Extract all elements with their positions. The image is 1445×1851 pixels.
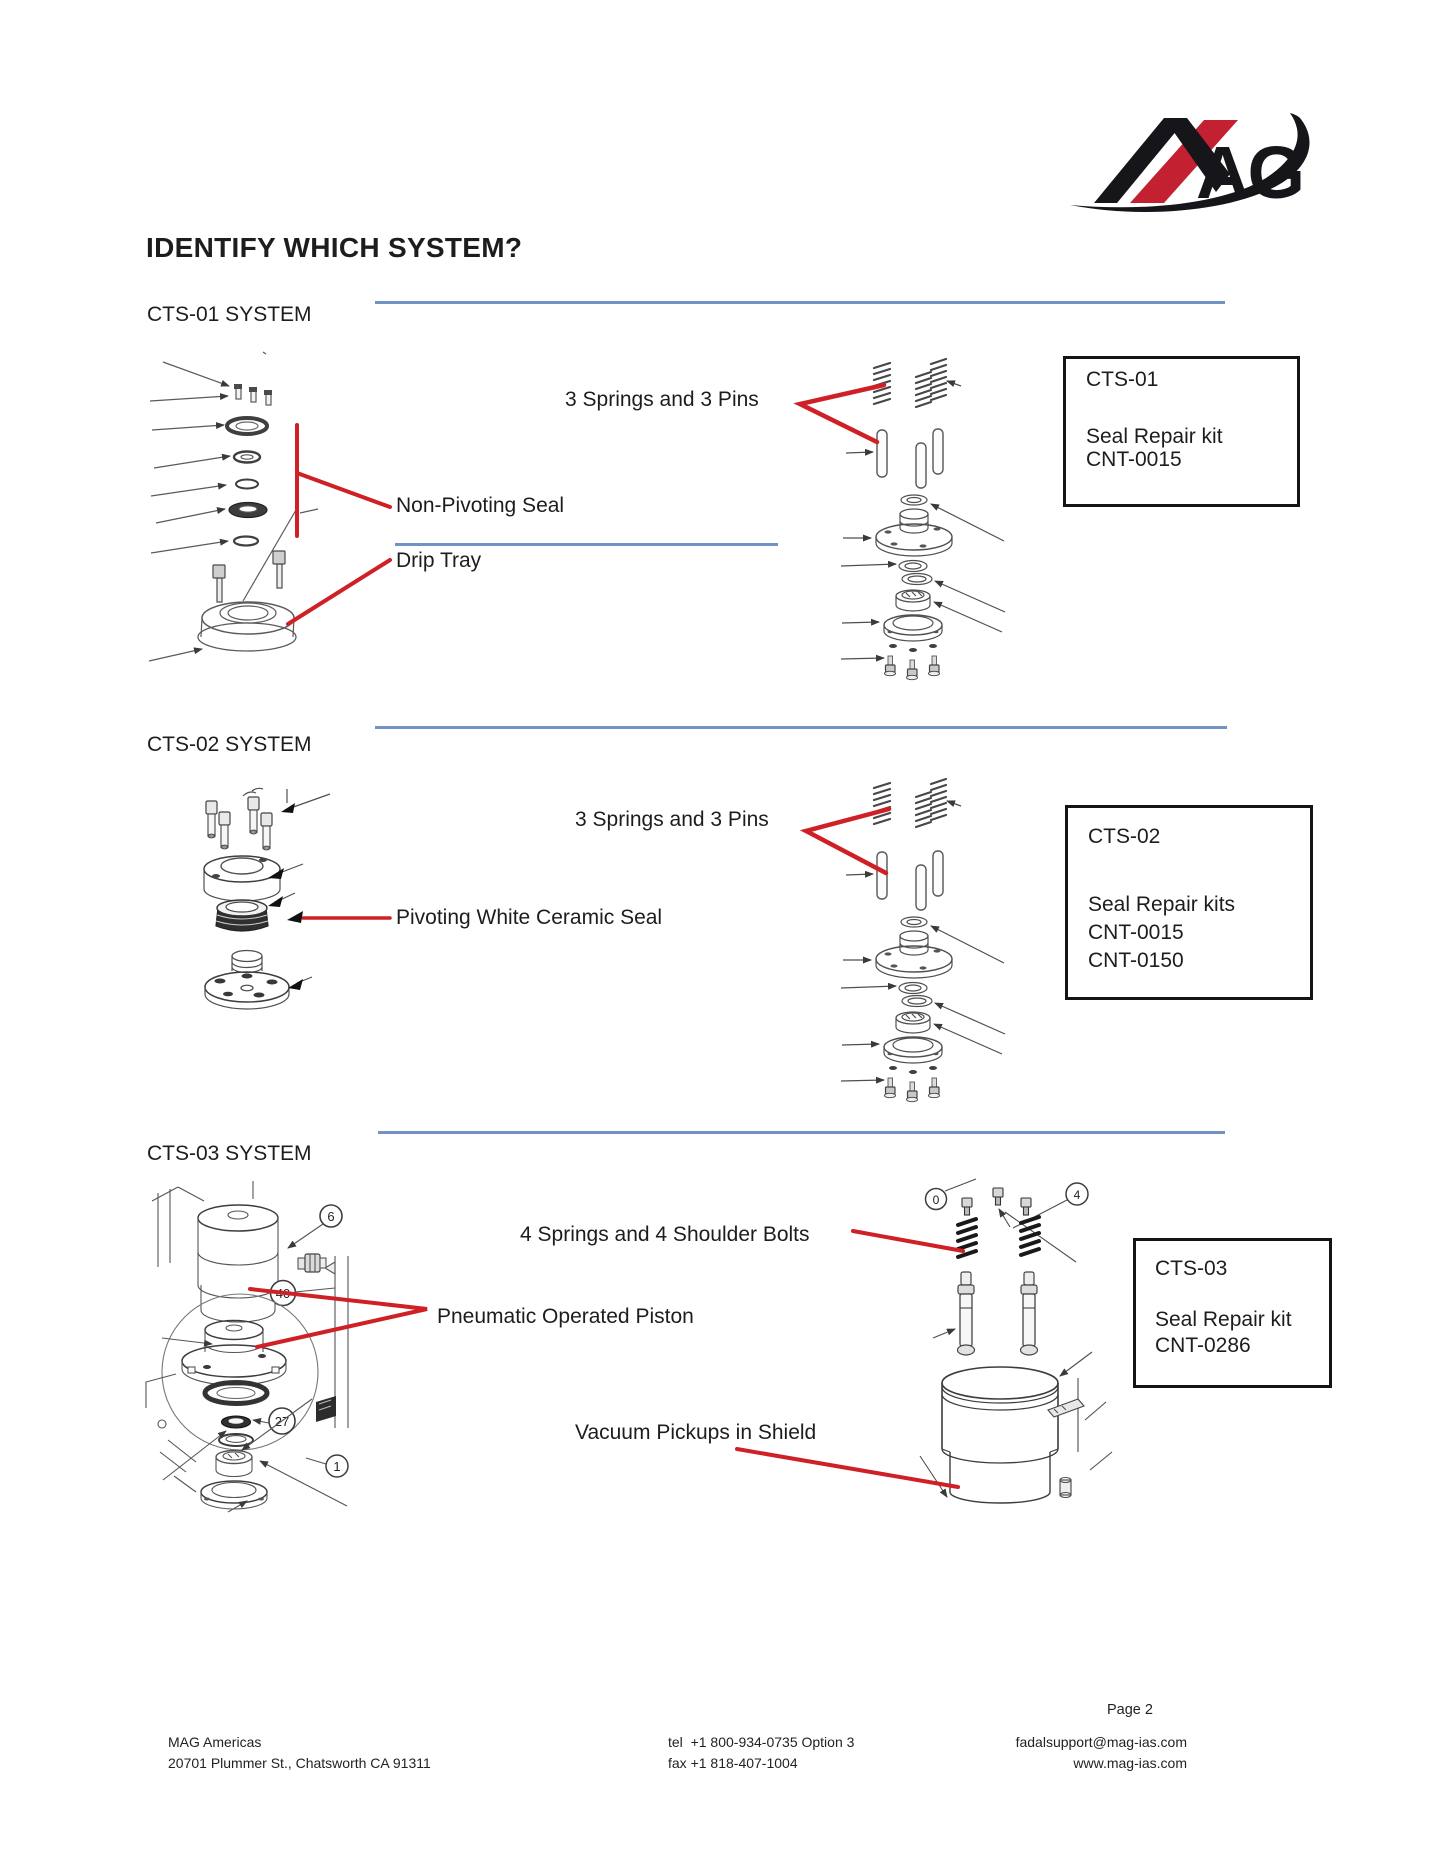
cts01-box-line: Seal Repair kit [1086,425,1223,448]
cts01-ring-4 [234,537,258,546]
cts01-drip-tray [198,602,296,651]
cts01-drip-tray-label: Drip Tray [396,549,482,572]
cts02-flange [205,951,289,1010]
cts03-exploded-view [146,1181,348,1512]
cts03-box-line: Seal Repair kit [1155,1308,1292,1331]
cts03-springs [958,1217,1039,1257]
cts01-flange [876,509,952,556]
balloon-1-partial [326,1455,348,1477]
svg-text:1: 1 [333,1459,341,1474]
cts01-cup-seal [896,590,930,611]
cts02-seal-label: Pivoting White Ceramic Seal [396,906,663,929]
cts02-bolts [206,797,272,850]
cts03-springs-label: 4 Springs and 4 Shoulder Bolts [520,1223,810,1246]
cts02-exploded-view [204,788,330,1009]
cts03-piston-label: Pneumatic Operated Piston [437,1305,694,1328]
cts01-springs-label: 3 Springs and 3 Pins [565,388,759,411]
cts01-seal-pointer [297,473,390,507]
cts02-screws-right [885,1066,940,1102]
cts01-box-title: CTS-01 [1086,368,1159,391]
balloon-0-partial [926,1189,947,1210]
footer-fax: fax +1 818-407-1004 [668,1755,798,1771]
balloon-6 [320,1205,342,1227]
cts01-tray-pointer [288,560,390,624]
cts02-flanged-ring-right [884,1037,942,1063]
cts01-small-bolts [234,384,272,405]
cts01-standing-bolts [213,551,285,602]
cts02-spring-assembly-view [841,779,1005,1102]
cts03-flanged-ring [201,1481,267,1509]
cts02-springs [874,779,946,827]
svg-text:27: 27 [274,1414,290,1429]
cts01-spring-assembly-view [841,359,1005,680]
cts02-flange-right [876,931,952,978]
cts02-seal-pointer-arrowhead [287,911,303,923]
cts03-seal-ring-1 [205,1383,267,1404]
cts01-flanged-ring [884,615,942,641]
cts03-air-fitting [298,1254,326,1272]
page-number: Page 2 [1107,1702,1153,1718]
cts02-ceramic-seal [216,900,268,931]
cts01-exploded-view [149,352,318,661]
cts01-springs-chevron [800,385,884,442]
cts03-vacuum-label: Vacuum Pickups in Shield [575,1421,817,1444]
cts01-seal-label: Non-Pivoting Seal [396,494,565,517]
cts02-cup-seal-right [896,1012,930,1033]
footer-address: 20701 Plummer St., Chatsworth CA 91311 [168,1755,431,1771]
cts02-springs-label: 3 Springs and 3 Pins [575,808,769,831]
cts03-set-screws [962,1188,1031,1215]
cts02-heading: CTS-02 SYSTEM [147,733,312,756]
cts03-shoulder-bolts [958,1272,1038,1355]
balloon-4-partial [1066,1183,1088,1205]
cts01-box-line: CNT-0015 [1086,448,1182,471]
svg-text:0: 0 [932,1193,940,1207]
hatched-block [316,1396,336,1422]
cts03-piston [182,1321,286,1385]
cts01-ring-1 [227,418,267,434]
cts03-box-line: CNT-0286 [1155,1334,1251,1357]
page-title: IDENTIFY WHICH SYSTEM? [146,232,523,263]
cts03-spring-assembly-view [920,1179,1112,1503]
cts02-box-title: CTS-02 [1088,825,1161,848]
cts02-box-line: CNT-0015 [1088,921,1184,944]
cts03-bracket [1048,1399,1084,1417]
red-annotation-arrows [250,385,963,1487]
cts02-pins [877,851,943,910]
cts02-collar [204,856,280,901]
cts01-ring-2 [234,452,260,463]
cts03-vacuum-pointer [737,1449,958,1487]
cts03-cup [216,1451,252,1477]
cts02-box-line: CNT-0150 [1088,949,1184,972]
cts01-pins [877,429,943,488]
footer-website: www.mag-ias.com [1073,1755,1187,1771]
cts03-box-title: CTS-03 [1155,1257,1228,1280]
cts01-heading: CTS-01 SYSTEM [147,303,312,326]
footer-tel: tel +1 800-934-0735 Option 3 [668,1734,855,1750]
cts01-screws [885,644,940,680]
svg-text:40: 40 [275,1286,291,1301]
cts03-heading: CTS-03 SYSTEM [147,1142,312,1165]
logo-ag-text: AG [1196,131,1303,214]
svg-text:4: 4 [1073,1188,1081,1202]
cts03-cylinder [198,1205,278,1322]
footer-company: MAG Americas [168,1734,262,1750]
cts02-box-line: Seal Repair kits [1088,893,1236,916]
cts03-shield [942,1367,1058,1503]
footer-email: fadalsupport@mag-ias.com [1015,1734,1187,1750]
cts01-ring-3 [236,480,258,489]
svg-text:6: 6 [327,1209,335,1224]
cts03-springs-pointer [853,1231,963,1251]
